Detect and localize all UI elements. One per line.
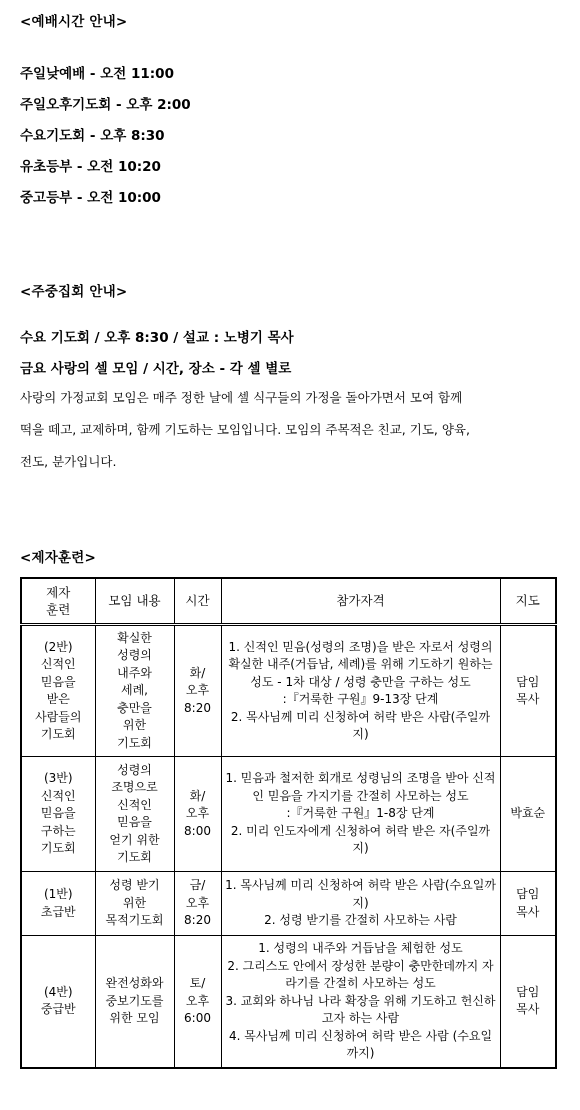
paragraph-line: 사랑의 가정교회 모임은 매주 정한 날에 셀 식구들의 가정을 돌아가면서 모여 함께 [20, 390, 463, 405]
header-time: 시간 [174, 578, 221, 625]
table-header-row [21, 578, 556, 625]
cell-text-line: 조명으로 [111, 780, 158, 794]
weekday-heading: <주중집회 안내> [20, 284, 128, 300]
cell-text-line: 오후 [185, 683, 210, 698]
cell-text-line: 위한 [122, 895, 147, 910]
cell-text-line: (3반) [43, 771, 73, 786]
cell-text-line: 중급반 [40, 1002, 76, 1017]
cell-text-line: 성령의 [117, 648, 152, 663]
cell-text-line: 완전성화와 [105, 976, 164, 990]
table-row [21, 757, 556, 872]
content-cell [95, 625, 174, 757]
qualification-item: 1. 믿음과 철저한 회개로 성령님의 조명을 받아 신적인 믿음을 가지기를 간절히 사모하는 성도 [225, 771, 496, 803]
time-cell [174, 757, 221, 872]
worship-item: 중고등부 - 오전 10:00 [20, 190, 161, 206]
cell-text-line: 기도회 [117, 735, 152, 750]
cell-text-line: 받은 [46, 692, 70, 706]
cell-text-line: 성령 받기 [109, 878, 160, 893]
cell-text-line: 8:00 [184, 823, 211, 838]
cell-text-line: (4반) [43, 984, 73, 999]
cell-text-line: 제자 [46, 584, 71, 600]
table-row [21, 872, 556, 936]
qualification-item: 3. 교회와 하나님 나라 확장을 위해 기도하고 헌신하고자 하는 사람 [225, 993, 496, 1025]
cell-text-line: 담임 [516, 984, 540, 999]
qualification-item: 1. 성령의 내주와 거듭남을 체험한 성도 [258, 941, 463, 955]
cell-text-line: (1반) [43, 887, 73, 901]
qualification-item: 1. 목사님께 미리 신청하여 허락 받은 사람(수요일까지) [225, 878, 496, 910]
cell-text-line: 목적기도회 [105, 913, 164, 928]
cell-text-line: 토/ [189, 976, 206, 990]
wednesday-service-line: 수요 기도회 / 오후 8:30 / 설교 : 노병기 목사 [20, 330, 294, 346]
table-row [21, 936, 556, 1068]
cell-text-line: 오후 [185, 895, 210, 910]
qualification-item: 2. 그리스도 안에서 장성한 분량이 충만한데까지 자라기를 간절히 사모하는 성도 [227, 958, 494, 990]
worship-item: 주일낮예배 - 오전 11:00 [20, 66, 174, 82]
header-leader: 지도 [500, 578, 556, 625]
qualification-cell [221, 757, 500, 872]
cell-text-line: 목사 [516, 904, 540, 919]
cell-text-line: 박효순 [510, 806, 546, 821]
worship-item: 유초등부 - 오전 10:20 [20, 159, 161, 175]
cell-text-line: 기도회 [40, 841, 76, 856]
cell-text-line: 담임 [516, 674, 540, 689]
cell-text-line: 사람들의 [35, 709, 82, 724]
cell-text-line: 세례, [121, 683, 148, 698]
cell-text-line: (2반) [43, 639, 73, 654]
leader-cell [500, 872, 556, 936]
cell-text-line: 위한 [122, 718, 147, 733]
cell-text-line: 얻기 위한 [109, 832, 160, 847]
qualification-item: 4. 목사님께 미리 신청하여 허락 받은 사람 (수요일까지) [228, 1028, 493, 1060]
cell-text-line: 금/ [189, 878, 206, 893]
cell-text-line: 목사 [516, 1002, 540, 1017]
cell-text-line: 6:00 [184, 1011, 211, 1025]
training-heading: <제자훈련> [20, 550, 96, 566]
qualification-cell [221, 936, 500, 1068]
header-content: 모임 내용 [95, 578, 174, 625]
cell-text-line: 신적인 [117, 797, 152, 812]
worship-heading: <예배시간 안내> [20, 14, 128, 30]
header-qualification: 참가자격 [221, 578, 500, 625]
leader-cell [500, 757, 556, 872]
content-cell [95, 936, 174, 1068]
class-name-cell [21, 757, 95, 872]
cell-text-line: 8:20 [184, 913, 211, 928]
cell-group-description [20, 382, 560, 478]
cell-text-line: 목사 [516, 692, 540, 706]
leader-cell [500, 936, 556, 1068]
leader-cell [500, 625, 556, 757]
qualification-item: 2. 미리 인도자에게 신청하여 허락 받은 자(주일까지) [230, 823, 491, 856]
qualification-cell [221, 872, 500, 936]
cell-text-line: 화/ [189, 665, 206, 680]
qualification-item: 2. 목사님께 미리 신청하여 허락 받은 사람(주일까지) [230, 709, 491, 741]
cell-text-line: 성령의 [117, 762, 152, 777]
worship-item: 수요기도회 - 오후 8:30 [20, 128, 165, 144]
class-name-cell [21, 936, 95, 1068]
training-table [20, 577, 557, 1069]
content-cell [95, 872, 174, 936]
cell-text-line: 중보기도를 [105, 993, 164, 1008]
paragraph-line: 떡을 떼고, 교제하며, 함께 기도하는 모임입니다. 모임의 주목적은 친교, 기도, 양육, [20, 422, 470, 437]
qualification-item: 1. 신적인 믿음(성령의 조명)을 받은 자로서 성령의 확실한 내주(거듭남, 세례)를 위해 기도하기 원하는 성도 - 1차 대상 / 성령 충만을 구하는 성도 [228, 639, 493, 689]
worship-item: 주일오후기도회 - 오후 2:00 [20, 97, 191, 113]
cell-text-line: 신적인 [40, 788, 76, 803]
qualification-item: :『거룩한 구원』1-8장 단계 [286, 806, 435, 821]
cell-text-line: 훈련 [46, 602, 71, 617]
class-name-cell [21, 872, 95, 936]
time-cell [174, 936, 221, 1068]
cell-text-line: 믿음을 [117, 815, 152, 829]
table-row [21, 625, 556, 757]
cell-text-line: 담임 [516, 887, 540, 901]
paragraph-line: 전도, 분가입니다. [20, 454, 117, 469]
cell-text-line: 내주와 [117, 665, 152, 680]
friday-cell-line: 금요 사랑의 셀 모임 / 시간, 장소 - 각 셀 별로 [20, 361, 292, 377]
time-cell [174, 625, 221, 757]
cell-text-line: 확실한 [117, 630, 152, 645]
cell-text-line: 기도회 [117, 850, 152, 864]
cell-text-line: 신적인 [40, 657, 76, 671]
cell-text-line: 오후 [185, 993, 210, 1008]
cell-text-line: 초급반 [40, 904, 76, 919]
cell-text-line: 오후 [185, 806, 210, 821]
qualification-item: 2. 성령 받기를 간절히 사모하는 사람 [264, 913, 457, 928]
content-cell [95, 757, 174, 872]
qualification-cell [221, 625, 500, 757]
time-cell [174, 872, 221, 936]
cell-text-line: 구하는 [40, 823, 76, 838]
header-training [21, 578, 95, 625]
cell-text-line: 기도회 [40, 727, 76, 741]
cell-text-line: 위한 모임 [109, 1011, 160, 1025]
cell-text-line: 8:20 [184, 700, 211, 715]
cell-text-line: 충만을 [117, 700, 152, 715]
class-name-cell [21, 625, 95, 757]
cell-text-line: 믿음을 [40, 674, 76, 689]
cell-text-line: 화/ [189, 788, 206, 803]
qualification-item: :『거룩한 구원』9-13장 단계 [282, 692, 439, 706]
cell-text-line: 믿음을 [40, 806, 76, 821]
